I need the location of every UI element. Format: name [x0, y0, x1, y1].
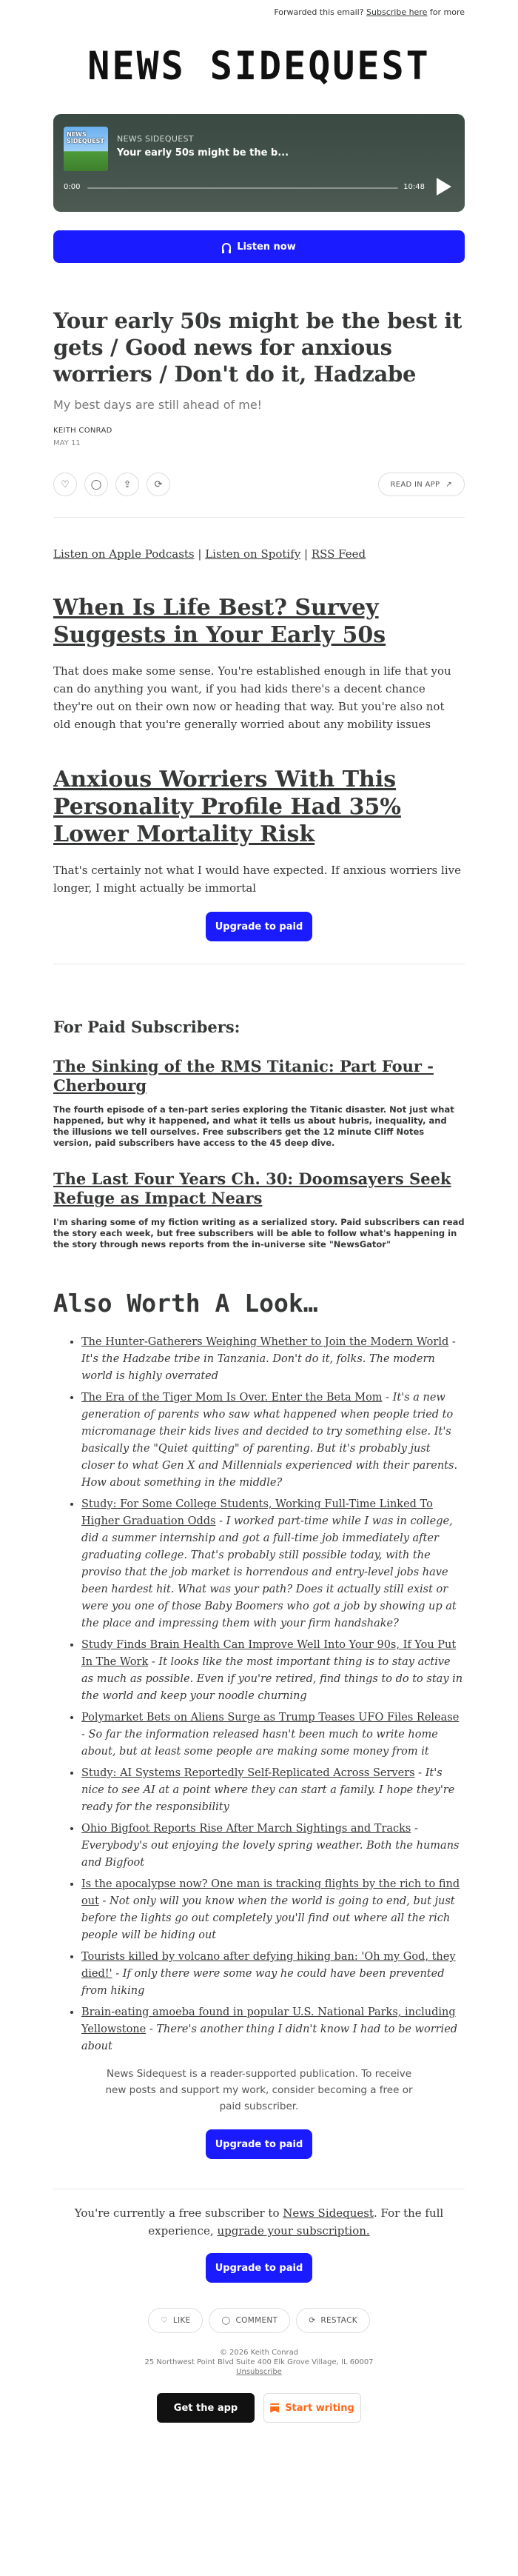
mailing-address: 25 Northwest Point Blvd Suite 400 Elk Grove Village, IL 60007 — [144, 2358, 374, 2366]
also-worth-a-look-heading: Also Worth A Look… — [53, 1289, 318, 1318]
audio-player[interactable] — [53, 114, 465, 212]
list-item — [81, 1709, 465, 1761]
rss-feed-link[interactable]: RSS Feed — [311, 547, 366, 561]
list-item-link[interactable]: The Era of the Tiger Mom Is Over. Enter the Beta Mom — [81, 1392, 383, 1404]
list-item-note: - So far the information released hasn't been much to write home about, but at least some people are making some money from it — [81, 1729, 438, 1758]
list-item-link[interactable]: Study: AI Systems Reportedly Self-Replicated Across Servers — [81, 1767, 415, 1779]
list-item — [81, 1765, 465, 1816]
free-sub-text: . For the full experience, — [148, 2206, 444, 2238]
link-separator: | — [300, 547, 312, 561]
apple-podcasts-link[interactable]: Listen on Apple Podcasts — [53, 547, 195, 561]
restack-icon: ⟳ — [309, 2316, 316, 2325]
list-item-note: - Not only will you know when the world is going to end, but just before the lights go out completely you'll find out where all the rich people will be hiding out — [81, 1895, 455, 1941]
comment-label: COMMENT — [235, 2316, 278, 2325]
list-item-link[interactable]: Study Finds Brain Health Can Improve Well Into Your 90s, If You Put In The Work — [81, 1639, 457, 1668]
list-item — [81, 1821, 465, 1872]
list-item-link[interactable]: The Hunter-Gatherers Weighing Whether to Join the Modern World — [81, 1336, 449, 1348]
list-item-link[interactable]: Study: For Some College Students, Working Full-Time Linked To Higher Graduation Odds — [81, 1498, 433, 1527]
upgrade-to-paid-button[interactable]: Upgrade to paid — [206, 2129, 312, 2159]
post-subtitle: My best days are still ahead of me! — [53, 398, 263, 412]
list-item — [81, 1637, 465, 1705]
substack-icon — [270, 2403, 279, 2413]
paid-subscribers-heading: For Paid Subscribers: — [53, 1018, 240, 1036]
audio-publication: NEWS SIDEQUEST — [117, 134, 194, 144]
list-item-note: - It's a new generation of parents who saw what happened when people tried to micromanage their kids lives and decided to try something else. It's basically the "Quiet quitting" of parenting. But it's probably just closer to what Gen X and Millennials experienced with their parents. How about something in the middle? — [81, 1392, 458, 1489]
list-item — [81, 1876, 465, 1944]
list-item-note: - Everybody's out enjoying the lovely spring weather. Both the humans and Bigfoot — [81, 1823, 460, 1869]
audio-progress-bar[interactable] — [87, 187, 398, 189]
forwarded-line — [53, 0, 465, 22]
post-date: MAY 11 — [53, 439, 81, 447]
audio-current-time: 0:00 — [64, 183, 81, 191]
section-text-life-best: That does make some sense. You're established enough in life that you can do anything you want, if you had kids there's a decent chance they're out on their own now or heading that way. But you're also not old enough that you're generally worried about any mobility issues — [53, 664, 451, 731]
restack-icon[interactable]: ⟳ — [147, 473, 170, 496]
play-icon[interactable] — [437, 178, 451, 196]
comment-icon[interactable]: ◯ — [84, 473, 108, 496]
arrow-up-right-icon: ↗ — [445, 480, 452, 489]
podcast-thumbnail — [64, 127, 108, 171]
headphones-icon — [222, 243, 231, 251]
list-item-link[interactable]: Tourists killed by volcano after defying hiking ban: 'Oh my God, they died!' — [81, 1951, 456, 1980]
divider — [53, 517, 465, 518]
like-label: LIKE — [172, 2316, 191, 2325]
comment-icon: ◯ — [221, 2316, 231, 2325]
get-the-app-button[interactable]: Get the app — [157, 2393, 255, 2423]
subscribe-link[interactable]: Subscribe here — [366, 7, 428, 17]
post-actions — [53, 473, 465, 496]
list-item-note: - It's nice to see AI at a point where they can start a family. I hope they're ready for the responsibility — [81, 1767, 455, 1813]
upgrade-subscription-link[interactable]: upgrade your subscription. — [217, 2224, 370, 2238]
list-item — [81, 1389, 465, 1492]
restack-button[interactable] — [296, 2308, 370, 2333]
thumbnail-text: NEWS SIDEQUEST — [67, 131, 104, 144]
restack-label: RESTACK — [320, 2316, 357, 2325]
list-item-note: - It looks like the most important thing is to stay active as much as possible. Even if you're retired, find things to do to stay in the world and keep your noodle churning — [81, 1656, 463, 1702]
unsubscribe-link[interactable]: Unsubscribe — [236, 2368, 282, 2376]
masthead-logo[interactable]: NEWS SIDEQUEST — [87, 43, 431, 89]
list-item — [81, 2004, 465, 2055]
read-in-app-label: READ IN APP — [390, 480, 440, 489]
read-in-app-button[interactable] — [378, 473, 465, 496]
listen-now-button[interactable] — [53, 230, 465, 263]
list-item — [81, 1334, 465, 1385]
upgrade-to-paid-button[interactable]: Upgrade to paid — [206, 912, 312, 941]
reader-supported-text: News Sidequest is a reader-supported publication. To receive new posts and support my work, consider becoming a free or paid subscriber. — [105, 2068, 413, 2112]
listen-now-label: Listen now — [237, 241, 296, 253]
upgrade-to-paid-button[interactable]: Upgrade to paid — [206, 2253, 312, 2283]
list-item-link[interactable]: Brain-eating amoeba found in popular U.S. National Parks, including Yellowstone — [81, 2006, 456, 2035]
free-sub-text: You're currently a free subscriber to — [74, 2206, 283, 2220]
section-heading-life-best[interactable]: When Is Life Best? Survey Suggests in Your Early 50s — [53, 595, 386, 648]
heart-icon: ♡ — [161, 2316, 168, 2325]
free-subscriber-notice — [53, 2204, 465, 2240]
audio-episode-title: Your early 50s might be the b... — [117, 147, 289, 159]
section-text-anxious-worriers: That's certainly not what I would have expected. If anxious worriers live longer, I might actually be immortal — [53, 864, 461, 895]
author-name[interactable]: KEITH CONRAD — [53, 427, 112, 435]
list-item — [81, 1949, 465, 2000]
paid-item-last-four-years-text: I'm sharing some of my fiction writing as a serialized story. Paid subscribers can read the story each week, but free subscribers will be able to follow what's happening in the story through news reports from the in-universe site "NewsGator" — [53, 1217, 465, 1249]
paid-item-last-four-years-title[interactable]: The Last Four Years Ch. 30: Doomsayers Seek Refuge as Impact Nears — [53, 1169, 451, 1207]
list-item — [81, 1496, 465, 1632]
link-separator: | — [194, 547, 206, 561]
share-icon[interactable]: ⇪ — [115, 473, 139, 496]
copyright-text: © 2026 Keith Conrad — [219, 2349, 299, 2357]
like-button[interactable] — [148, 2308, 203, 2333]
list-item-note: - If only there were some way he could have been prevented from hiking — [81, 1968, 445, 1997]
section-heading-anxious-worriers[interactable]: Anxious Worriers With This Personality Profile Had 35% Lower Mortality Risk — [53, 767, 401, 847]
for-more-text: for more — [429, 7, 465, 17]
list-item-link[interactable]: Polymarket Bets on Aliens Surge as Trump Teases UFO Files Release — [81, 1712, 460, 1724]
start-writing-label: Start writing — [285, 2402, 354, 2414]
podcast-links — [53, 547, 465, 561]
spotify-link[interactable]: Listen on Spotify — [205, 547, 301, 561]
footer-actions — [53, 2308, 465, 2333]
masthead[interactable] — [53, 22, 465, 110]
audio-duration: 10:48 — [403, 183, 425, 191]
bottom-buttons — [53, 2393, 465, 2440]
copyright-block — [53, 2348, 465, 2377]
also-worth-a-look-list — [53, 1334, 465, 2055]
paid-item-titanic-text: The fourth episode of a ten-part series exploring the Titanic disaster. Not just what happened, but why it happened, and what it tells us about hubris, inequality, and the illusions we tell ourselves. Free subscribers get the 12 minute Cliff Notes version, paid subscribers have access to the 45 deep dive. — [53, 1104, 454, 1148]
like-icon[interactable]: ♡ — [53, 473, 77, 496]
comment-button[interactable] — [209, 2308, 290, 2333]
list-item-note: - There's another thing I didn't know I had to be worried about — [81, 2023, 458, 2052]
paid-item-titanic-title[interactable]: The Sinking of the RMS Titanic: Part Four - Cherbourg — [53, 1057, 434, 1095]
list-item-note: - It's the Hadzabe tribe in Tanzania. Don't do it, folks. The modern world is highly overrated — [81, 1336, 456, 1382]
start-writing-button[interactable] — [263, 2393, 361, 2423]
list-item-link[interactable]: Is the apocalypse now? One man is tracking flights by the rich to find out — [81, 1878, 460, 1907]
publication-link[interactable]: News Sidequest — [283, 2206, 374, 2220]
post-title[interactable]: Your early 50s might be the best it gets / Good news for anxious worriers / Don't do it, Hadzabe — [53, 308, 462, 387]
list-item-link[interactable]: Ohio Bigfoot Reports Rise After March Sightings and Tracks — [81, 1823, 411, 1835]
forwarded-text: Forwarded this email? — [274, 7, 364, 17]
list-item-note: - I worked part-time while I was in college, did a summer internship and got a full-time job immediately after graduating college. That's probably still possible today, with the proviso that the job market is horrendous and entry-level jobs have been hardest hit. What was your path? Does it actually still exist or were you one of those Baby Boomers who got a job by showing up at the place and impressing them with your firm handshake? — [81, 1515, 457, 1629]
